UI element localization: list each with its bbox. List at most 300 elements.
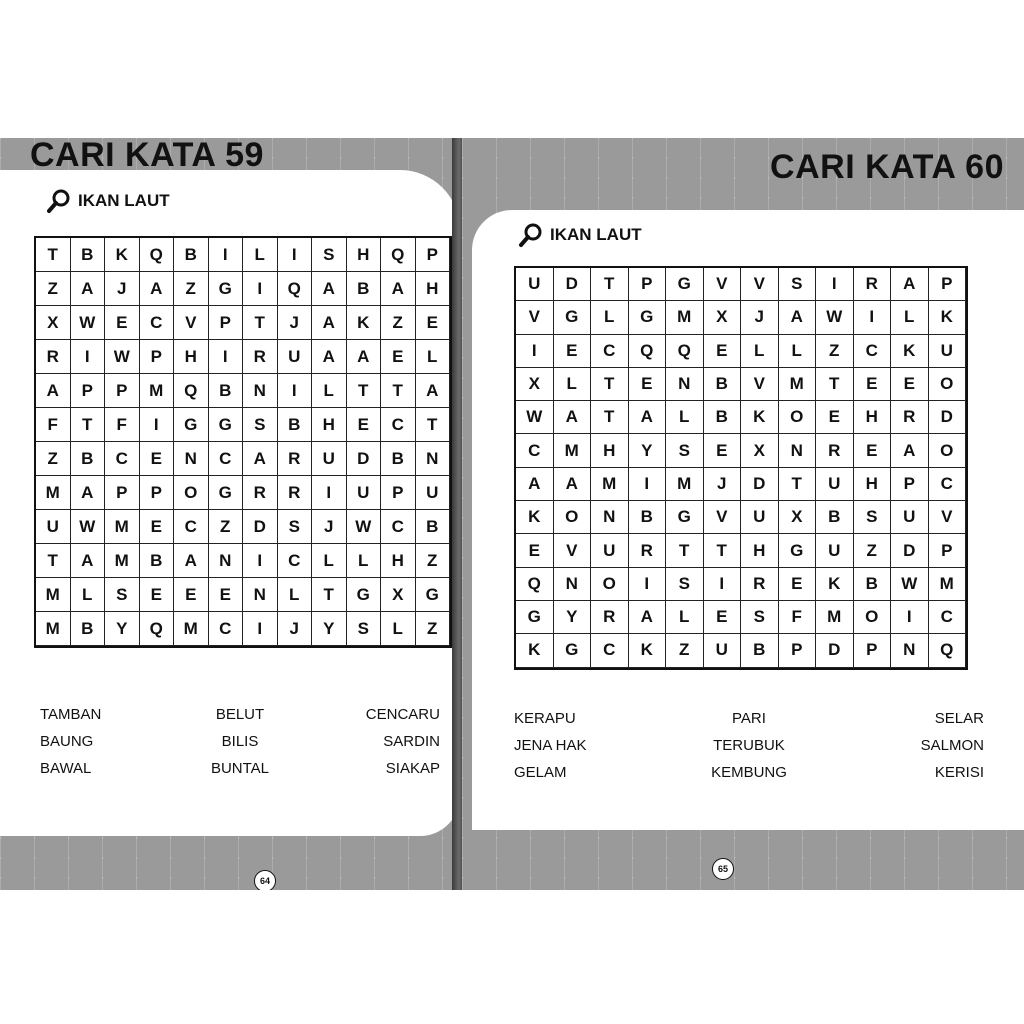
- grid-cell: P: [140, 340, 175, 374]
- grid-cell: E: [105, 306, 140, 340]
- word-list-item: JENA HAK: [514, 737, 587, 754]
- grid-cell: Q: [140, 612, 175, 646]
- grid-cell: B: [381, 442, 416, 476]
- grid-cell: E: [140, 510, 175, 544]
- grid-cell: A: [554, 401, 592, 434]
- grid-cell: W: [71, 510, 106, 544]
- grid-cell: H: [174, 340, 209, 374]
- grid-cell: R: [629, 534, 667, 567]
- grid-cell: I: [891, 601, 929, 634]
- grid-cell: K: [816, 568, 854, 601]
- grid-cell: W: [71, 306, 106, 340]
- grid-cell: A: [312, 306, 347, 340]
- word-list-item: BAUNG: [40, 733, 94, 750]
- grid-cell: U: [516, 268, 554, 301]
- grid-cell: Z: [816, 335, 854, 368]
- grid-cell: L: [312, 374, 347, 408]
- grid-cell: T: [243, 306, 278, 340]
- grid-cell: A: [891, 268, 929, 301]
- grid-cell: V: [174, 306, 209, 340]
- grid-cell: X: [36, 306, 71, 340]
- grid-cell: H: [347, 238, 382, 272]
- grid-cell: O: [174, 476, 209, 510]
- grid-cell: H: [854, 401, 892, 434]
- grid-cell: F: [36, 408, 71, 442]
- grid-cell: L: [243, 238, 278, 272]
- grid-cell: E: [854, 368, 892, 401]
- grid-cell: T: [591, 401, 629, 434]
- grid-cell: I: [816, 268, 854, 301]
- word-column: [827, 710, 984, 781]
- grid-cell: M: [105, 510, 140, 544]
- grid-cell: R: [891, 401, 929, 434]
- grid-cell: E: [174, 578, 209, 612]
- right-page-number: 65: [712, 858, 734, 880]
- grid-cell: N: [243, 374, 278, 408]
- grid-cell: A: [71, 476, 106, 510]
- grid-cell: G: [666, 268, 704, 301]
- grid-cell: S: [854, 501, 892, 534]
- word-list-item: KERAPU: [514, 710, 576, 727]
- grid-cell: G: [209, 476, 244, 510]
- grid-cell: C: [381, 408, 416, 442]
- grid-cell: E: [704, 434, 742, 467]
- grid-cell: L: [741, 335, 779, 368]
- grid-cell: C: [278, 544, 313, 578]
- grid-cell: C: [105, 442, 140, 476]
- grid-cell: B: [278, 408, 313, 442]
- grid-cell: I: [629, 468, 667, 501]
- grid-cell: O: [929, 434, 967, 467]
- grid-cell: C: [591, 634, 629, 667]
- grid-cell: I: [209, 340, 244, 374]
- grid-cell: C: [209, 442, 244, 476]
- grid-cell: L: [416, 340, 451, 374]
- grid-cell: I: [516, 335, 554, 368]
- grid-cell: M: [929, 568, 967, 601]
- grid-cell: B: [71, 442, 106, 476]
- grid-cell: R: [243, 340, 278, 374]
- grid-cell: K: [891, 335, 929, 368]
- grid-cell: H: [591, 434, 629, 467]
- grid-cell: D: [554, 268, 592, 301]
- grid-cell: R: [243, 476, 278, 510]
- grid-cell: V: [929, 501, 967, 534]
- grid-cell: A: [312, 340, 347, 374]
- grid-cell: V: [554, 534, 592, 567]
- grid-cell: E: [381, 340, 416, 374]
- grid-cell: B: [629, 501, 667, 534]
- grid-cell: U: [416, 476, 451, 510]
- grid-cell: S: [741, 601, 779, 634]
- grid-cell: Y: [554, 601, 592, 634]
- grid-cell: N: [666, 368, 704, 401]
- grid-cell: C: [140, 306, 175, 340]
- grid-cell: B: [209, 374, 244, 408]
- grid-cell: U: [347, 476, 382, 510]
- grid-cell: A: [629, 601, 667, 634]
- grid-cell: P: [854, 634, 892, 667]
- grid-cell: P: [779, 634, 817, 667]
- grid-cell: B: [704, 368, 742, 401]
- grid-cell: I: [243, 544, 278, 578]
- grid-cell: D: [347, 442, 382, 476]
- grid-cell: T: [591, 268, 629, 301]
- grid-cell: A: [554, 468, 592, 501]
- grid-cell: A: [347, 340, 382, 374]
- right-section-label: IKAN LAUT: [550, 225, 642, 244]
- grid-cell: E: [347, 408, 382, 442]
- grid-cell: A: [629, 401, 667, 434]
- grid-cell: K: [929, 301, 967, 334]
- grid-cell: S: [312, 238, 347, 272]
- grid-cell: C: [929, 601, 967, 634]
- grid-cell: X: [704, 301, 742, 334]
- grid-cell: A: [71, 544, 106, 578]
- grid-cell: G: [666, 501, 704, 534]
- grid-cell: S: [666, 568, 704, 601]
- grid-cell: E: [554, 335, 592, 368]
- grid-cell: A: [416, 374, 451, 408]
- word-list-item: GELAM: [514, 764, 567, 781]
- grid-cell: Z: [416, 612, 451, 646]
- grid-cell: C: [209, 612, 244, 646]
- grid-cell: H: [381, 544, 416, 578]
- grid-cell: T: [591, 368, 629, 401]
- right-word-grid: [514, 266, 968, 670]
- grid-cell: A: [140, 272, 175, 306]
- grid-cell: I: [629, 568, 667, 601]
- grid-cell: E: [416, 306, 451, 340]
- grid-cell: F: [105, 408, 140, 442]
- grid-cell: O: [854, 601, 892, 634]
- grid-cell: B: [174, 238, 209, 272]
- right-word-list: [514, 710, 984, 781]
- grid-cell: W: [105, 340, 140, 374]
- word-list-item: SALMON: [920, 737, 984, 754]
- grid-cell: T: [704, 534, 742, 567]
- grid-cell: Z: [209, 510, 244, 544]
- grid-cell: J: [278, 612, 313, 646]
- grid-cell: V: [516, 301, 554, 334]
- word-column: [514, 710, 671, 781]
- grid-cell: M: [36, 612, 71, 646]
- grid-cell: E: [516, 534, 554, 567]
- grid-cell: N: [891, 634, 929, 667]
- grid-cell: L: [278, 578, 313, 612]
- grid-cell: Z: [36, 442, 71, 476]
- grid-cell: Z: [666, 634, 704, 667]
- grid-cell: T: [347, 374, 382, 408]
- grid-cell: X: [779, 501, 817, 534]
- grid-cell: B: [704, 401, 742, 434]
- grid-cell: I: [71, 340, 106, 374]
- grid-cell: L: [71, 578, 106, 612]
- magnifier-icon: [46, 188, 72, 214]
- grid-cell: L: [891, 301, 929, 334]
- grid-cell: J: [278, 306, 313, 340]
- word-list-item: BELUT: [215, 706, 265, 723]
- grid-cell: E: [704, 335, 742, 368]
- grid-cell: A: [71, 272, 106, 306]
- grid-cell: T: [779, 468, 817, 501]
- left-page: [0, 138, 456, 890]
- grid-cell: B: [854, 568, 892, 601]
- grid-cell: E: [140, 442, 175, 476]
- word-list-item: BILIS: [221, 733, 259, 750]
- grid-cell: G: [347, 578, 382, 612]
- grid-cell: T: [36, 544, 71, 578]
- open-book: [0, 138, 1024, 890]
- grid-cell: N: [591, 501, 629, 534]
- grid-cell: H: [312, 408, 347, 442]
- grid-cell: G: [554, 634, 592, 667]
- right-section-header: [518, 222, 642, 248]
- grid-cell: V: [741, 268, 779, 301]
- grid-cell: W: [347, 510, 382, 544]
- grid-cell: L: [554, 368, 592, 401]
- grid-cell: G: [779, 534, 817, 567]
- left-page-number: 64: [254, 870, 276, 890]
- grid-cell: P: [71, 374, 106, 408]
- grid-cell: V: [741, 368, 779, 401]
- grid-cell: Q: [629, 335, 667, 368]
- grid-cell: V: [704, 268, 742, 301]
- grid-cell: E: [209, 578, 244, 612]
- grid-cell: S: [347, 612, 382, 646]
- grid-cell: T: [312, 578, 347, 612]
- word-list-item: TAMBAN: [40, 706, 102, 723]
- grid-cell: L: [312, 544, 347, 578]
- grid-cell: C: [854, 335, 892, 368]
- grid-cell: P: [140, 476, 175, 510]
- grid-cell: C: [381, 510, 416, 544]
- grid-cell: M: [554, 434, 592, 467]
- word-list-item: PARI: [732, 710, 766, 727]
- grid-cell: Z: [416, 544, 451, 578]
- grid-cell: I: [243, 272, 278, 306]
- grid-cell: F: [779, 601, 817, 634]
- grid-cell: M: [105, 544, 140, 578]
- word-column: [173, 706, 306, 777]
- grid-cell: L: [381, 612, 416, 646]
- grid-cell: E: [140, 578, 175, 612]
- grid-cell: O: [779, 401, 817, 434]
- grid-cell: J: [741, 301, 779, 334]
- grid-cell: T: [381, 374, 416, 408]
- grid-cell: N: [779, 434, 817, 467]
- grid-cell: Z: [36, 272, 71, 306]
- grid-cell: A: [381, 272, 416, 306]
- grid-cell: A: [174, 544, 209, 578]
- grid-cell: M: [779, 368, 817, 401]
- grid-cell: R: [36, 340, 71, 374]
- grid-cell: R: [854, 268, 892, 301]
- grid-cell: O: [591, 568, 629, 601]
- grid-cell: Q: [666, 335, 704, 368]
- grid-cell: P: [381, 476, 416, 510]
- grid-cell: I: [312, 476, 347, 510]
- grid-cell: B: [71, 612, 106, 646]
- grid-cell: H: [416, 272, 451, 306]
- right-page-title: CARI KATA 60: [770, 148, 1004, 186]
- grid-cell: O: [554, 501, 592, 534]
- grid-cell: S: [105, 578, 140, 612]
- grid-cell: P: [105, 476, 140, 510]
- grid-cell: L: [779, 335, 817, 368]
- grid-cell: A: [36, 374, 71, 408]
- grid-cell: C: [591, 335, 629, 368]
- grid-cell: D: [816, 634, 854, 667]
- grid-cell: Q: [278, 272, 313, 306]
- grid-cell: C: [174, 510, 209, 544]
- grid-cell: U: [741, 501, 779, 534]
- grid-cell: T: [416, 408, 451, 442]
- grid-cell: I: [278, 374, 313, 408]
- grid-cell: M: [666, 468, 704, 501]
- grid-cell: B: [140, 544, 175, 578]
- grid-cell: M: [174, 612, 209, 646]
- left-word-grid: [34, 236, 452, 648]
- magnifier-icon: [518, 222, 544, 248]
- grid-cell: G: [416, 578, 451, 612]
- grid-cell: G: [554, 301, 592, 334]
- grid-cell: U: [816, 534, 854, 567]
- right-page: [462, 138, 1024, 890]
- grid-cell: B: [741, 634, 779, 667]
- grid-cell: R: [278, 442, 313, 476]
- grid-cell: M: [36, 476, 71, 510]
- grid-cell: O: [929, 368, 967, 401]
- grid-cell: P: [929, 534, 967, 567]
- grid-cell: M: [36, 578, 71, 612]
- grid-cell: G: [174, 408, 209, 442]
- left-page-title: CARI KATA 59: [30, 138, 264, 174]
- grid-cell: X: [516, 368, 554, 401]
- grid-cell: J: [312, 510, 347, 544]
- grid-cell: B: [416, 510, 451, 544]
- grid-cell: Q: [516, 568, 554, 601]
- grid-cell: H: [741, 534, 779, 567]
- word-list-item: KERISI: [934, 764, 984, 781]
- word-column: [671, 710, 828, 781]
- grid-cell: S: [278, 510, 313, 544]
- grid-cell: I: [243, 612, 278, 646]
- grid-cell: T: [71, 408, 106, 442]
- grid-cell: M: [591, 468, 629, 501]
- grid-cell: M: [816, 601, 854, 634]
- grid-cell: U: [891, 501, 929, 534]
- grid-cell: X: [741, 434, 779, 467]
- grid-cell: C: [929, 468, 967, 501]
- grid-cell: D: [891, 534, 929, 567]
- grid-cell: L: [591, 301, 629, 334]
- left-word-list: [40, 706, 440, 777]
- grid-cell: N: [416, 442, 451, 476]
- grid-cell: S: [243, 408, 278, 442]
- grid-cell: P: [416, 238, 451, 272]
- grid-cell: J: [704, 468, 742, 501]
- word-column: [40, 706, 173, 777]
- grid-cell: V: [704, 501, 742, 534]
- grid-cell: D: [741, 468, 779, 501]
- grid-cell: T: [666, 534, 704, 567]
- grid-cell: E: [854, 434, 892, 467]
- grid-cell: M: [140, 374, 175, 408]
- grid-cell: E: [891, 368, 929, 401]
- grid-cell: A: [516, 468, 554, 501]
- word-list-item: BAWAL: [40, 760, 92, 777]
- word-list-item: CENCARU: [365, 706, 440, 723]
- grid-cell: U: [929, 335, 967, 368]
- grid-cell: T: [816, 368, 854, 401]
- grid-cell: Z: [381, 306, 416, 340]
- grid-cell: L: [666, 401, 704, 434]
- grid-cell: U: [704, 634, 742, 667]
- grid-cell: R: [591, 601, 629, 634]
- grid-cell: W: [891, 568, 929, 601]
- grid-cell: U: [591, 534, 629, 567]
- word-list-item: SARDIN: [383, 733, 440, 750]
- grid-cell: U: [816, 468, 854, 501]
- grid-cell: L: [666, 601, 704, 634]
- word-list-item: TERUBUK: [713, 737, 785, 754]
- grid-cell: A: [779, 301, 817, 334]
- grid-cell: I: [140, 408, 175, 442]
- grid-cell: U: [36, 510, 71, 544]
- grid-cell: K: [516, 501, 554, 534]
- word-list-item: SIAKAP: [385, 760, 440, 777]
- grid-cell: P: [629, 268, 667, 301]
- grid-cell: G: [209, 408, 244, 442]
- grid-cell: D: [243, 510, 278, 544]
- grid-cell: Z: [854, 534, 892, 567]
- grid-cell: N: [243, 578, 278, 612]
- grid-cell: J: [105, 272, 140, 306]
- grid-cell: D: [929, 401, 967, 434]
- grid-cell: B: [347, 272, 382, 306]
- grid-cell: S: [666, 434, 704, 467]
- grid-cell: K: [105, 238, 140, 272]
- grid-cell: Q: [174, 374, 209, 408]
- word-list-item: BUNTAL: [210, 760, 270, 777]
- grid-cell: Q: [140, 238, 175, 272]
- grid-cell: C: [516, 434, 554, 467]
- grid-cell: K: [347, 306, 382, 340]
- grid-cell: Y: [105, 612, 140, 646]
- grid-cell: Z: [174, 272, 209, 306]
- grid-cell: G: [629, 301, 667, 334]
- left-section-label: IKAN LAUT: [78, 191, 170, 210]
- grid-cell: E: [704, 601, 742, 634]
- grid-cell: B: [71, 238, 106, 272]
- grid-cell: I: [854, 301, 892, 334]
- grid-cell: P: [929, 268, 967, 301]
- grid-cell: N: [554, 568, 592, 601]
- grid-cell: K: [741, 401, 779, 434]
- grid-cell: G: [516, 601, 554, 634]
- grid-cell: E: [816, 401, 854, 434]
- grid-cell: Q: [929, 634, 967, 667]
- word-column: [307, 706, 440, 777]
- grid-cell: X: [381, 578, 416, 612]
- grid-cell: P: [105, 374, 140, 408]
- grid-cell: P: [209, 306, 244, 340]
- grid-cell: R: [741, 568, 779, 601]
- grid-cell: I: [209, 238, 244, 272]
- grid-cell: A: [891, 434, 929, 467]
- grid-cell: S: [779, 268, 817, 301]
